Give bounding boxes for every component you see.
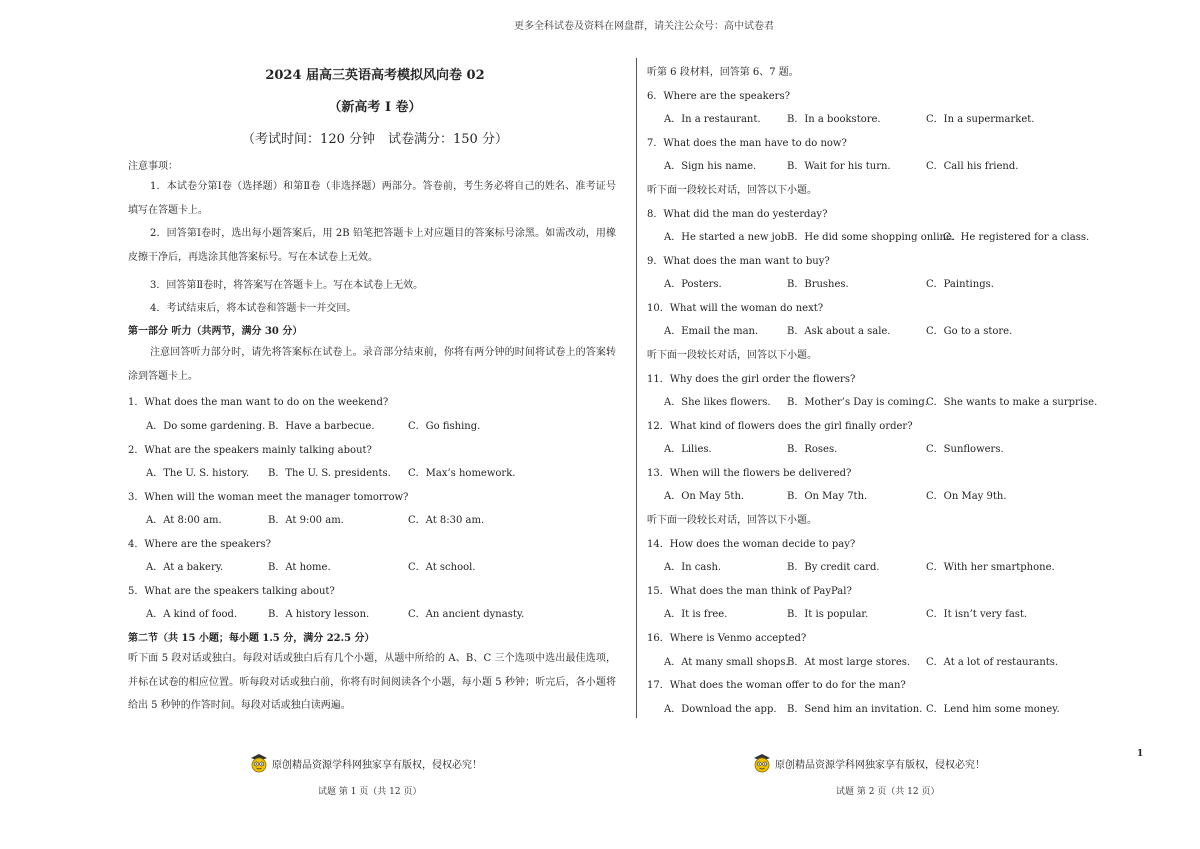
option-8a: A．He started a new job. — [664, 232, 791, 243]
sheet-number: 1 — [1137, 749, 1144, 759]
question-3: 3．When will the woman meet the manager tomorrow? — [128, 492, 409, 503]
question-4: 4．Where are the speakers? — [128, 539, 271, 550]
part1-heading: 第一部分 听力（共两节，满分 30 分） — [128, 326, 303, 337]
option-1b: B．Have a barbecue. — [268, 421, 375, 432]
question-6: 6．Where are the speakers? — [647, 91, 790, 102]
option-9a: A．Posters. — [664, 279, 722, 290]
option-9c: C．Paintings. — [926, 279, 994, 290]
question-16: 16．Where is Venmo accepted? — [647, 633, 807, 644]
question-1: 1．What does the man want to do on the weekend? — [128, 397, 389, 408]
option-15c: C．It isn’t very fast. — [926, 609, 1028, 620]
part1-instruction: 注意回答听力部分时，请先将答案标在试卷上。录音部分结束前，你将有两分钟的时间将试卷上的答案转涂到答题卡上。 — [128, 347, 616, 382]
option-7a: A．Sign his name. — [664, 161, 757, 172]
option-13b: B．On May 7th. — [787, 491, 868, 502]
option-2c: C．Max’s homework. — [408, 468, 516, 479]
option-10b: B．Ask about a sale. — [787, 326, 891, 337]
option-4a: A．At a bakery. — [146, 562, 224, 573]
question-9: 9．What does the man want to buy? — [647, 256, 830, 267]
option-16c: C．At a lot of restaurants. — [926, 657, 1059, 668]
option-2b: B．The U. S. presidents. — [268, 468, 391, 479]
option-11a: A．She likes flowers. — [664, 397, 771, 408]
mascot-logo-icon — [751, 752, 773, 774]
question-11: 11．Why does the girl order the flowers? — [647, 374, 856, 385]
note-item-4: 4．考试结束后，将本试卷和答题卡一并交回。 — [150, 303, 357, 314]
intro-long-3: 听下面一段较长对话，回答以下小题。 — [647, 515, 817, 526]
option-12a: A．Lilies. — [664, 444, 712, 455]
page-number-left: 试题 第 1 页（共 12 页） — [318, 787, 422, 797]
copyright-text: 原创精品资源学科网独家享有版权，侵权必究！ — [272, 759, 482, 771]
option-14c: C．With her smartphone. — [926, 562, 1055, 573]
exam-time-info: （考试时间：120 分钟 试卷满分：150 分） — [242, 132, 508, 147]
option-2a: A．The U. S. history. — [146, 468, 250, 479]
option-16a: A．At many small shops. — [664, 657, 789, 668]
question-12: 12．What kind of flowers does the girl finally order? — [647, 421, 913, 432]
question-15: 15．What does the man think of PayPal? — [647, 586, 852, 597]
option-17c: C．Lend him some money. — [926, 704, 1060, 715]
top-note: 更多全科试卷及资料在网盘群，请关注公众号：高中试卷君 — [514, 21, 774, 32]
option-13c: C．On May 9th. — [926, 491, 1007, 502]
option-12b: B．Roses. — [787, 444, 838, 455]
option-14a: A．In cash. — [664, 562, 722, 573]
option-3b: B．At 9:00 am. — [268, 515, 344, 526]
question-8: 8．What did the man do yesterday? — [647, 209, 828, 220]
intro-long-1: 听下面一段较长对话，回答以下小题。 — [647, 185, 817, 196]
section2-instruction: 听下面 5 段对话或独白。每段对话或独白后有几个小题，从题中所给的 A、B、C 三个选项中选出最佳选项，并标在试卷的相应位置。听每段对话或独白前，你将有时间阅读各个小题，每小题 5 秒钟；听完后，各小题将给出 5 秒钟的作答时间。每段对话或独白读两遍。 — [128, 653, 616, 711]
footer-copyright-right — [751, 752, 985, 774]
option-10c: C．Go to a store. — [926, 326, 1013, 337]
section2-heading: 第二节（共 15 小题；每小题 1.5 分，满分 22.5 分） — [128, 633, 375, 644]
option-13a: A．On May 5th. — [664, 491, 745, 502]
question-13: 13．When will the flowers be delivered? — [647, 468, 852, 479]
option-15b: B．It is popular. — [787, 609, 869, 620]
option-10a: A．Email the man. — [664, 326, 759, 337]
option-7c: C．Call his friend. — [926, 161, 1019, 172]
option-11b: B．Mother’s Day is coming. — [787, 397, 928, 408]
question-5: 5．What are the speakers talking about? — [128, 586, 335, 597]
question-2: 2．What are the speakers mainly talking about? — [128, 445, 372, 456]
exam-title: 2024 届高三英语高考模拟风向卷 02 — [265, 68, 485, 83]
option-4b: B．At home. — [268, 562, 331, 573]
option-15a: A．It is free. — [664, 609, 728, 620]
note-item-1: 1．本试卷分第Ⅰ卷（选择题）和第Ⅱ卷（非选择题）两部分。答卷前，考生务必将自己的姓名、准考证号填写在答题卡上。 — [128, 181, 616, 216]
option-5a: A．A kind of food. — [146, 609, 238, 620]
option-6a: A．In a restaurant. — [664, 114, 761, 125]
exam-subtitle: （新高考 I 卷） — [328, 100, 422, 115]
option-17a: A．Download the app. — [664, 704, 777, 715]
option-11c: C．She wants to make a surprise. — [926, 397, 1098, 408]
option-3a: A．At 8:00 am. — [146, 515, 222, 526]
notes-label: 注意事项： — [128, 161, 178, 172]
option-8b: B．He did some shopping online. — [787, 232, 956, 243]
question-14: 14．How does the woman decide to pay? — [647, 539, 856, 550]
option-5b: B．A history lesson. — [268, 609, 370, 620]
page-number-right: 试题 第 2 页（共 12 页） — [836, 787, 940, 797]
option-9b: B．Brushes. — [787, 279, 849, 290]
note-item-2: 2．回答第Ⅰ卷时，选出每小题答案后，用 2B 铅笔把答题卡上对应题目的答案标号涂黑。如需改动，用橡皮擦干净后，再选涂其他答案标号。写在本试卷上无效。 — [128, 228, 616, 263]
option-7b: B．Wait for his turn. — [787, 161, 891, 172]
column-divider — [636, 58, 637, 718]
question-10: 10．What will the woman do next? — [647, 303, 824, 314]
intro-q6-7: 听第 6 段材料，回答第 6、7 题。 — [647, 67, 799, 78]
option-12c: C．Sunflowers. — [926, 444, 1004, 455]
option-1a: A．Do some gardening. — [146, 421, 266, 432]
option-8c: C．He registered for a class. — [943, 232, 1090, 243]
footer-copyright-left — [248, 752, 482, 774]
option-6b: B．In a bookstore. — [787, 114, 881, 125]
question-17: 17．What does the woman offer to do for the man? — [647, 680, 906, 691]
option-5c: C．An ancient dynasty. — [408, 609, 525, 620]
note-item-3: 3．回答第Ⅱ卷时，将答案写在答题卡上。写在本试卷上无效。 — [150, 280, 424, 291]
copyright-text: 原创精品资源学科网独家享有版权，侵权必究！ — [775, 759, 985, 771]
option-17b: B．Send him an invitation. — [787, 704, 923, 715]
option-3c: C．At 8:30 am. — [408, 515, 485, 526]
mascot-logo-icon — [248, 752, 270, 774]
option-4c: C．At school. — [408, 562, 476, 573]
question-7: 7．What does the man have to do now? — [647, 138, 847, 149]
option-16b: B．At most large stores. — [787, 657, 911, 668]
option-6c: C．In a supermarket. — [926, 114, 1035, 125]
option-1c: C．Go fishing. — [408, 421, 481, 432]
option-14b: B．By credit card. — [787, 562, 880, 573]
intro-long-2: 听下面一段较长对话，回答以下小题。 — [647, 350, 817, 361]
